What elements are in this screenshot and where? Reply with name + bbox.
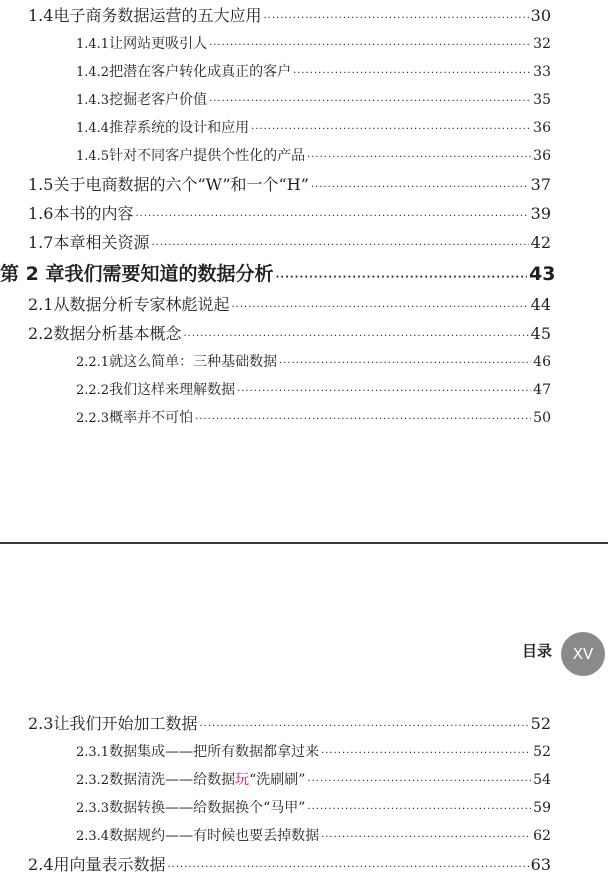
toc-entry[interactable]	[0, 33, 608, 53]
toc-page-number: 59	[533, 800, 551, 816]
toc-entry[interactable]	[0, 321, 608, 344]
toc-title: 从数据分析专家林彪说起	[53, 295, 230, 314]
toc-number: 1.6	[28, 204, 54, 223]
toc-title: 数据分析基本概念	[53, 324, 182, 343]
leader-dots	[293, 68, 531, 79]
toc-number: 2.4	[28, 855, 54, 874]
toc-entry[interactable]	[0, 172, 608, 195]
toc-number: 2.3.3	[76, 801, 110, 816]
toc-title: 针对不同客户提供个性化的产品	[109, 148, 306, 164]
leader-dots	[135, 211, 528, 222]
leader-dots	[307, 776, 531, 787]
toc-title: 关于电商数据的六个“W”和一个“H”	[53, 175, 309, 194]
toc-entry[interactable]	[0, 61, 608, 81]
leader-dots	[195, 414, 531, 425]
toc-entry[interactable]	[0, 852, 608, 875]
toc-page-number: 36	[533, 120, 551, 136]
toc-title: 把潜在客户转化成真正的客户	[109, 64, 292, 80]
toc-page-number: 46	[533, 354, 551, 370]
page-divider	[0, 542, 608, 544]
toc-entry[interactable]	[0, 769, 608, 789]
leader-dots	[307, 152, 531, 163]
toc-title: 数据转换——给数据换个“马甲”	[109, 800, 306, 816]
toc-number: 1.4.2	[76, 65, 110, 80]
toc-entry[interactable]	[0, 825, 608, 845]
toc-entry[interactable]	[0, 3, 608, 26]
toc-title: 推荐系统的设计和应用	[109, 120, 250, 136]
toc-page-number: 54	[533, 772, 551, 788]
toc-page-number: 47	[533, 382, 551, 398]
toc-page-number: 52	[533, 744, 551, 760]
toc-number: 1.5	[28, 175, 54, 194]
toc-number: 1.4.1	[76, 37, 110, 52]
toc-entry[interactable]	[0, 741, 608, 761]
toc-entry[interactable]	[0, 117, 608, 137]
toc-title: 让我们开始加工数据	[53, 714, 198, 733]
toc-title: 我们这样来理解数据	[109, 382, 236, 398]
toc-entry[interactable]	[0, 379, 608, 399]
toc-page-number: 36	[533, 148, 551, 164]
toc-chapter-number: 第 2 章	[0, 263, 65, 285]
toc-title	[109, 769, 305, 789]
toc-number: 2.2.1	[76, 355, 110, 370]
leader-dots	[151, 240, 528, 251]
toc-title-part: “洗刷刷”	[249, 772, 306, 788]
toc-number: 1.4	[28, 6, 54, 25]
toc-page-number: 32	[533, 36, 551, 52]
toc-entry[interactable]	[0, 230, 608, 253]
toc-title: 用向量表示数据	[53, 855, 166, 874]
toc-chapter-entry[interactable]	[0, 259, 608, 286]
toc-page-number: 50	[533, 410, 551, 426]
toc-entry[interactable]	[0, 292, 608, 315]
toc-number: 2.2.2	[76, 383, 110, 398]
toc-page-number: 52	[530, 714, 551, 733]
page-folio-badge: XV	[561, 632, 605, 676]
toc-title: 挖掘老客户价值	[109, 92, 208, 108]
leader-dots	[199, 721, 528, 732]
running-head: 目录	[521, 642, 552, 660]
toc-number: 1.4.3	[76, 93, 110, 108]
toc-entry[interactable]	[0, 797, 608, 817]
toc-entry[interactable]	[0, 201, 608, 224]
leader-dots	[231, 302, 528, 313]
toc-entry[interactable]	[0, 89, 608, 109]
toc-number: 2.3	[28, 714, 54, 733]
toc-chapter-title: 我们需要知道的数据分析	[64, 263, 274, 285]
toc-page-number: 37	[530, 175, 551, 194]
toc-title: 电子商务数据运营的五大应用	[53, 6, 262, 25]
leader-dots	[183, 331, 528, 342]
leader-dots	[321, 832, 531, 843]
highlighted-char: 玩	[235, 772, 250, 788]
leader-dots	[209, 40, 531, 51]
leader-dots	[307, 804, 531, 815]
toc-title: 概率并不可怕	[109, 410, 194, 426]
toc-number: 2.3.4	[76, 829, 110, 844]
leader-dots	[167, 862, 528, 873]
leader-dots	[275, 272, 527, 283]
toc-number: 1.7	[28, 233, 54, 252]
toc-number: 2.1	[28, 295, 54, 314]
leader-dots	[237, 386, 531, 397]
leader-dots	[321, 748, 531, 759]
toc-title: 本章相关资源	[53, 233, 150, 252]
leader-dots	[311, 182, 529, 193]
toc-page-number: 44	[530, 295, 551, 314]
toc-entry[interactable]	[0, 145, 608, 165]
toc-number: 2.2	[28, 324, 54, 343]
toc-title: 数据规约——有时候也要丢掉数据	[109, 828, 320, 844]
toc-page-number: 30	[530, 6, 551, 25]
toc-page-number: 62	[533, 828, 551, 844]
toc-title: 数据集成——把所有数据都拿过来	[109, 744, 320, 760]
toc-title: 就这么简单：三种基础数据	[109, 354, 278, 370]
toc-page-number: 42	[530, 233, 551, 252]
toc-page-number: 45	[530, 324, 551, 343]
toc-page-number: 39	[530, 204, 551, 223]
toc-number: 1.4.4	[76, 121, 110, 136]
leader-dots	[279, 358, 531, 369]
toc-page-number: 63	[530, 855, 551, 874]
leader-dots	[263, 13, 528, 24]
toc-number: 2.3.1	[76, 745, 110, 760]
toc-page-number: 35	[533, 92, 551, 108]
leader-dots	[209, 96, 531, 107]
toc-title: 让网站更吸引人	[109, 36, 208, 52]
toc-number: 1.4.5	[76, 149, 110, 164]
toc-title: 本书的内容	[53, 204, 134, 223]
toc-entry[interactable]	[0, 407, 608, 427]
leader-dots	[251, 124, 531, 135]
toc-page-number: 43	[529, 263, 556, 285]
toc-entry[interactable]	[0, 351, 608, 371]
toc-title-part: 数据清洗——给数据	[109, 772, 236, 788]
toc-page-number: 33	[533, 64, 551, 80]
toc-number: 2.3.2	[76, 773, 110, 788]
toc-entry[interactable]	[0, 711, 608, 734]
toc-number: 2.2.3	[76, 411, 110, 426]
